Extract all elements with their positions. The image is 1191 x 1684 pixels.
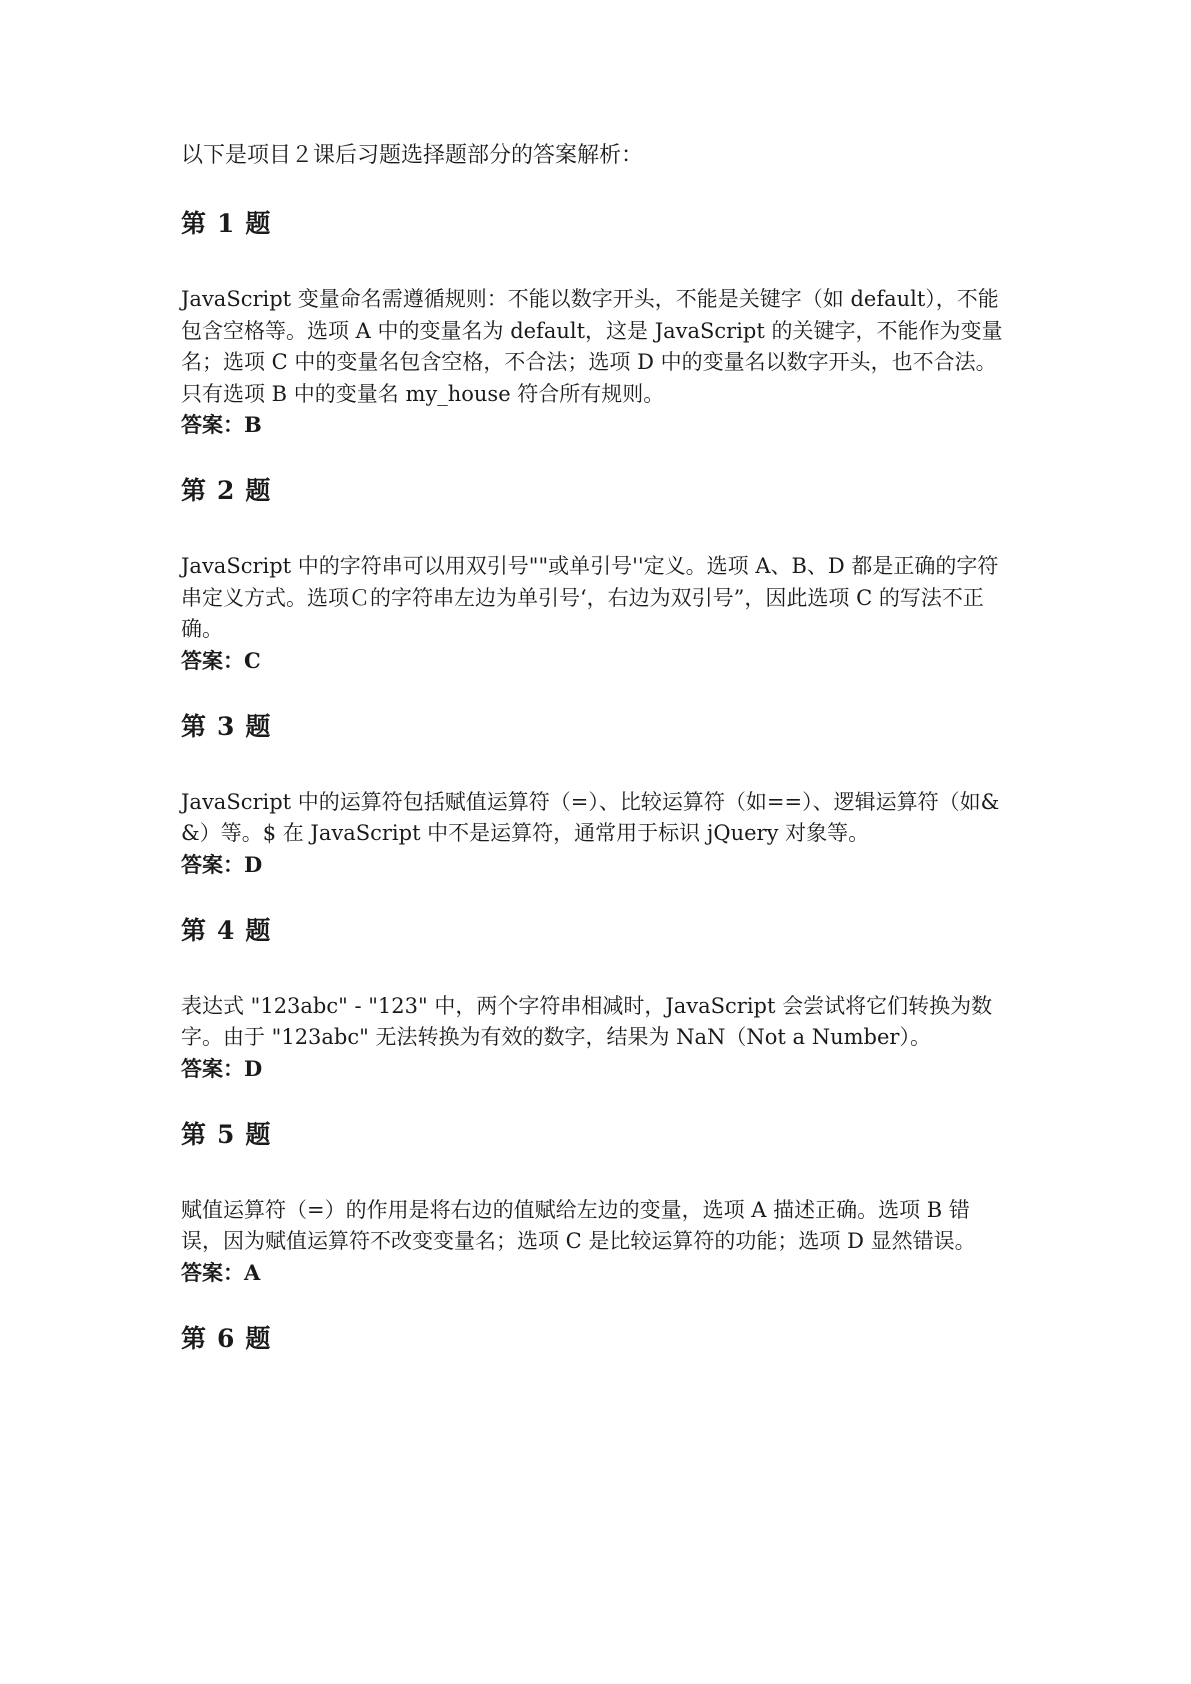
question-heading	[181, 913, 1011, 949]
heading-prefix: 第	[181, 209, 208, 238]
question-explanation: JavaScript 中的运算符包括赋值运算符（=）、比较运算符（如==）、逻辑运算符（如&&）等。$ 在 JavaScript 中不是运算符，通常用于标识 jQuery 对象等。	[181, 789, 1000, 845]
question-4	[181, 913, 1011, 1084]
question-number: 3	[217, 711, 236, 741]
heading-suffix: 题	[245, 915, 272, 945]
heading-suffix: 题	[245, 476, 272, 505]
question-explanation: JavaScript 中的字符串可以用双引号""或单引号''定义。选项 A、B、D 都是正确的字符串定义方式。选项Ｃ的字符串左边为单引号‘，右边为双引号”，因此选项 C 的写法不正确。	[181, 554, 999, 641]
question-number: 1	[217, 209, 236, 238]
heading-suffix: 题	[245, 1323, 272, 1353]
answer-value: D	[244, 1055, 263, 1081]
answer-label: 答案：	[181, 647, 244, 673]
question-answer	[181, 1054, 1011, 1084]
heading-prefix: 第	[181, 1323, 208, 1353]
heading-prefix: 第	[181, 476, 208, 505]
heading-prefix: 第	[181, 711, 208, 741]
answer-label: 答案：	[181, 412, 244, 437]
question-3	[181, 709, 1011, 880]
heading-prefix: 第	[181, 915, 208, 945]
question-heading	[181, 473, 1011, 509]
answer-label: 答案：	[181, 1259, 244, 1285]
answer-label: 答案：	[181, 1055, 244, 1081]
question-answer	[181, 646, 1011, 676]
answer-value: B	[244, 412, 262, 437]
question-number: 6	[217, 1323, 236, 1353]
question-heading	[181, 709, 1011, 745]
question-explanation: 赋值运算符（=）的作用是将右边的值赋给左边的变量，选项 A 描述正确。选项 B 错误，因为赋值运算符不改变变量名；选项 C 是比较运算符的功能；选项 D 显然错误。	[181, 1197, 976, 1253]
heading-suffix: 题	[245, 1119, 272, 1149]
question-heading	[181, 1117, 1011, 1153]
question-number: 4	[217, 915, 236, 945]
question-2	[181, 473, 1011, 676]
question-number: 2	[217, 476, 236, 505]
question-explanation: 表达式 "123abc" - "123" 中，两个字符串相减时，JavaScript 会尝试将它们转换为数字。由于 "123abc" 无法转换为有效的数字，结果为 NaN（Not a Number）。	[181, 993, 993, 1049]
question-number: 5	[217, 1119, 236, 1149]
question-answer	[181, 1258, 1011, 1288]
answer-label: 答案：	[181, 851, 244, 877]
document-content	[181, 140, 1011, 1399]
question-explanation: JavaScript 变量命名需遵循规则：不能以数字开头，不能是关键字（如 default），不能包含空格等。选项 A 中的变量名为 default，这是 JavaScript 的关键字，不能作为变量名；选项 C 中的变量名包含空格，不合法；选项 D 中的变量名以数字开头，也不合法。只有选项 B 中的变量名 my_house 符合所有规则。	[181, 287, 1003, 406]
heading-suffix: 题	[245, 209, 272, 238]
question-answer	[181, 850, 1011, 880]
answer-value: C	[244, 647, 261, 673]
heading-prefix: 第	[181, 1119, 208, 1149]
question-1	[181, 206, 1011, 440]
question-heading	[181, 206, 1011, 242]
question-6	[181, 1321, 1011, 1357]
question-heading	[181, 1321, 1011, 1357]
question-5	[181, 1117, 1011, 1288]
answer-value: D	[244, 851, 263, 877]
question-answer	[181, 410, 1011, 440]
intro-text: 以下是项目２课后习题选择题部分的答案解析：	[181, 143, 644, 168]
answer-value: A	[244, 1259, 261, 1285]
heading-suffix: 题	[245, 711, 272, 741]
